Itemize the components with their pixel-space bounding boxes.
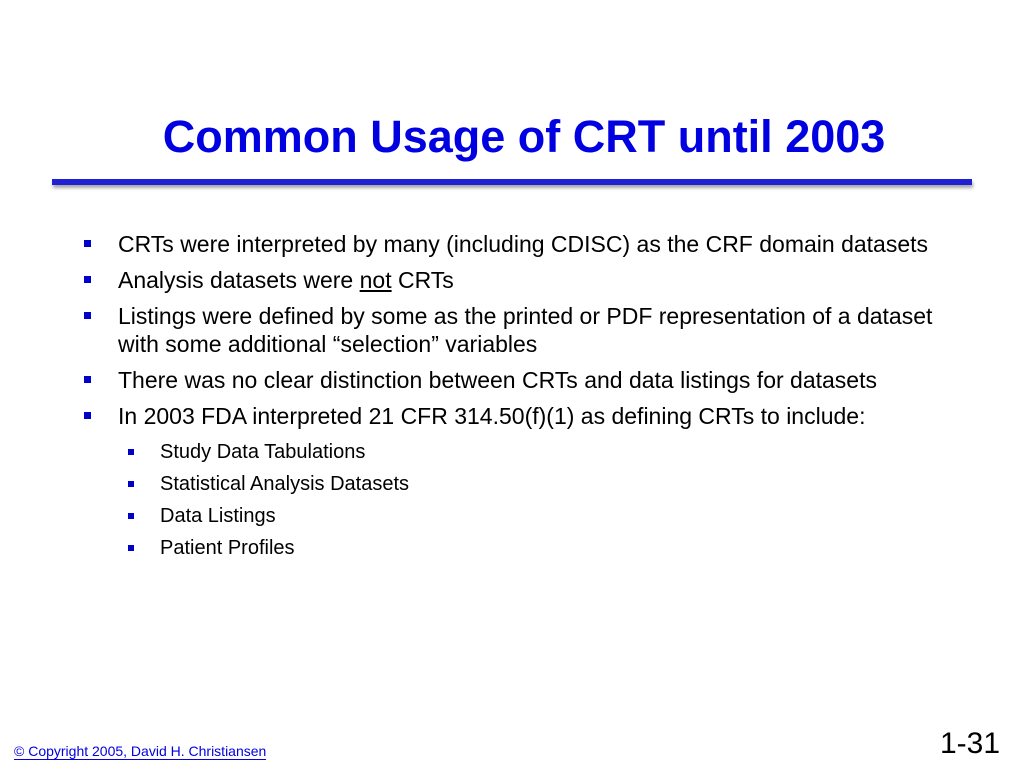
bullet-item <box>84 402 954 564</box>
bullet-text: In 2003 FDA interpreted 21 CFR 314.50(f)(1) as defining CRTs to include: <box>118 403 866 429</box>
sub-bullet-item <box>128 468 954 500</box>
title-divider <box>52 179 972 185</box>
sub-bullet-list <box>118 436 954 564</box>
sub-bullet-text: Data Listings <box>160 505 276 527</box>
sub-bullet-item <box>128 436 954 468</box>
underlined-word: not <box>359 267 392 293</box>
sub-bullet-text: Statistical Analysis Datasets <box>160 473 409 495</box>
bullet-text-prefix: Analysis datasets were <box>118 267 360 293</box>
bullet-item <box>84 230 954 258</box>
bullet-item <box>84 302 954 358</box>
bullet-text: CRTs were interpreted by many (including CDISC) as the CRF domain datasets <box>118 231 929 257</box>
square-bullet-icon <box>84 276 91 283</box>
page-number: 1-31 <box>939 727 1000 760</box>
square-bullet-icon <box>84 412 91 419</box>
square-bullet-icon <box>128 481 134 487</box>
bullet-item <box>84 366 954 394</box>
bullet-item <box>84 266 954 294</box>
bullet-text-suffix: CRTs <box>391 267 454 293</box>
bullet-text: There was no clear distinction between CRTs and data listings for datasets <box>118 367 877 393</box>
square-bullet-icon <box>128 449 134 455</box>
square-bullet-icon <box>128 545 134 551</box>
copyright-footer: © Copyright 2005, David H. Christiansen <box>14 743 267 759</box>
square-bullet-icon <box>128 513 134 519</box>
bullet-text: Listings were defined by some as the printed or PDF representation of a dataset with some additional “selection” variables <box>118 303 933 357</box>
sub-bullet-text: Study Data Tabulations <box>160 441 366 463</box>
slide-title: Common Usage of CRT until 2003 <box>162 111 886 162</box>
square-bullet-icon <box>84 240 91 247</box>
sub-bullet-item <box>128 532 954 564</box>
sub-bullet-text: Patient Profiles <box>160 537 295 559</box>
sub-bullet-item <box>128 500 954 532</box>
square-bullet-icon <box>84 312 91 319</box>
bullet-list <box>84 230 954 572</box>
square-bullet-icon <box>84 376 91 383</box>
